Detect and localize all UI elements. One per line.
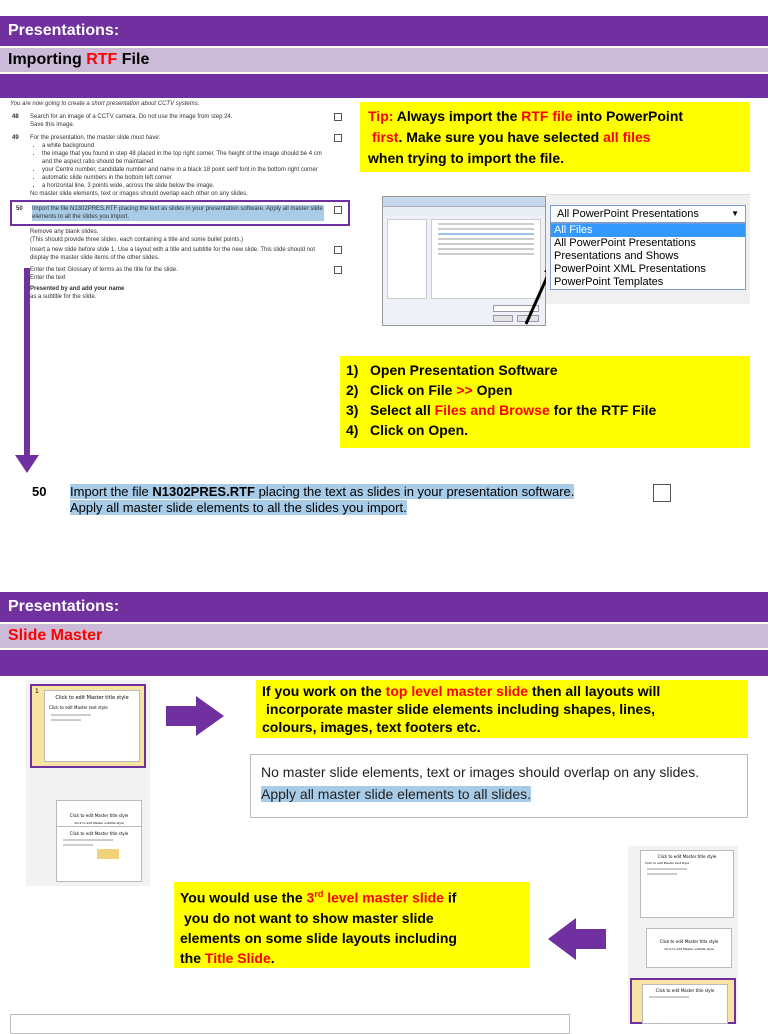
tip-label: Tip: bbox=[368, 108, 394, 124]
step-49-num: 49 bbox=[12, 135, 19, 141]
tip-text: into PowerPoint bbox=[572, 108, 684, 124]
zoom-text: placing the text as slides in your presentation software. bbox=[254, 484, 575, 499]
tip-text: Always import the bbox=[393, 108, 522, 124]
bullet-item: • automatic slide numbers in the bottom left corner bbox=[42, 174, 330, 182]
section2-header: Presentations: bbox=[0, 592, 768, 622]
step-50-num: 50 bbox=[16, 206, 23, 212]
step-48 bbox=[10, 113, 350, 131]
option-all-files[interactable]: All Files bbox=[551, 224, 745, 237]
content-layout-thumb[interactable] bbox=[56, 826, 142, 882]
doc-insert: Insert a new slide before slide 1. Use a layout with a title and subtitle for the new slide. This slide should not display the master slide items of the other slides. bbox=[30, 247, 316, 261]
master-slide-thumb[interactable] bbox=[640, 850, 734, 918]
doc-subtitle: as a subtitle for the slide. bbox=[30, 294, 97, 300]
step-2 bbox=[346, 380, 744, 400]
thumb-title: Click to edit Master title style bbox=[69, 831, 129, 836]
bullet-item: • the image that you found in step 48 placed in the top right corner. The height of the image should be 4 cm and the aspect ratio should be maintained bbox=[42, 150, 330, 166]
zoom-step-num: 50 bbox=[32, 484, 47, 499]
info1-line3: colours, images, text footers etc. bbox=[262, 719, 481, 735]
step-48-num: 48 bbox=[12, 114, 19, 120]
title-layout-thumb[interactable] bbox=[646, 928, 732, 968]
thumb-subtitle: Click to edit Master subtitle style bbox=[74, 821, 124, 825]
thumb-slide bbox=[44, 690, 140, 762]
step-49 bbox=[10, 134, 350, 198]
thumb-title: Click to edit Master title style bbox=[69, 813, 129, 818]
quote-line1: No master slide elements, text or images should overlap on any slides. bbox=[261, 764, 700, 780]
section1-subheader bbox=[0, 48, 768, 72]
tip-first: first bbox=[372, 129, 399, 145]
info2-line4 bbox=[180, 948, 524, 968]
doc-enter-text: Enter the text bbox=[30, 275, 66, 281]
step-49-text: For the presentation, the master slide must have: bbox=[30, 135, 161, 141]
thumb-title: Click to edit Master title style bbox=[655, 988, 715, 993]
tip-text: . Make sure you have selected bbox=[398, 129, 604, 145]
bullet-item: • a horizontal line, 3 points wide, across the slide below the image. bbox=[42, 182, 330, 190]
bottom-quote-box bbox=[10, 1014, 570, 1034]
steps-box bbox=[340, 356, 750, 448]
info-highlight: level master slide bbox=[323, 889, 444, 906]
info-text: . bbox=[270, 949, 275, 966]
bullet-item: • a white background bbox=[42, 142, 330, 150]
step-text-highlight: Files and Browse bbox=[434, 402, 550, 418]
step-text: Select all bbox=[370, 402, 435, 418]
option-presentations-shows[interactable]: Presentations and Shows bbox=[554, 250, 679, 262]
step-glossary bbox=[10, 266, 350, 274]
zoomed-step-50 bbox=[32, 484, 732, 516]
info-text: if bbox=[443, 889, 457, 906]
info-superscript: rd bbox=[314, 889, 324, 899]
down-arrow-icon bbox=[15, 455, 39, 473]
thumb-subtitle: Click to edit Master subtitle style bbox=[664, 947, 714, 951]
thumb-title: Click to edit Master title style bbox=[659, 939, 719, 944]
doc-remove: Remove any blank slides. bbox=[30, 229, 99, 235]
info-text: then all layouts will bbox=[528, 683, 661, 699]
tip-rtf-file: RTF file bbox=[521, 108, 573, 124]
third-level-slide-thumb[interactable] bbox=[630, 978, 736, 1024]
requirements-quote bbox=[250, 754, 748, 818]
filetype-select[interactable] bbox=[550, 205, 746, 223]
subheader-highlight: RTF bbox=[86, 51, 118, 68]
step-3 bbox=[346, 400, 744, 420]
option-all-ppt[interactable]: All PowerPoint Presentations bbox=[554, 237, 696, 249]
section2-bar bbox=[0, 650, 768, 676]
info1-line1 bbox=[262, 682, 742, 700]
info1-line2: incorporate master slide elements including shapes, lines, bbox=[266, 701, 656, 717]
thumb-title: Click to edit Master title style bbox=[55, 695, 129, 701]
zoom-filename: N1302PRES.RTF bbox=[152, 484, 255, 499]
section1-header: Presentations: bbox=[0, 16, 768, 46]
option-ppt-templates[interactable]: PowerPoint Templates bbox=[554, 276, 664, 288]
glossary-checkbox[interactable] bbox=[334, 266, 342, 274]
info-highlight: Title Slide bbox=[204, 949, 271, 966]
step-50-highlighted bbox=[10, 200, 350, 226]
section2-subheader: Slide Master bbox=[0, 624, 768, 648]
doc-presented-by: Presented by and add your name bbox=[30, 286, 125, 292]
quote-line2: Apply all master slide elements to all slides. bbox=[261, 786, 532, 802]
step-number: 3) bbox=[346, 402, 359, 418]
filetype-dropdown-panel bbox=[546, 194, 750, 304]
doc-note: (This should provide three slides, each containing a title and some bullet points.) bbox=[30, 237, 244, 243]
step-text: Click on Open. bbox=[370, 422, 469, 438]
bullet-item: • your Centre number, candidate number and name in a black 18 point serif font in the bottom right corner bbox=[42, 166, 330, 174]
step-50-checkbox[interactable] bbox=[334, 206, 342, 214]
step-text: Open Presentation Software bbox=[370, 362, 558, 378]
top-level-info-box bbox=[256, 680, 748, 738]
doc-enter-glossary: Enter the text Glossary of terms as the title for the slide. bbox=[30, 267, 178, 273]
thumb-chart bbox=[97, 849, 119, 859]
thumb-title: Click to edit Master title style bbox=[657, 854, 717, 859]
step-48-text: Search for an image of a CCTV camera. Do not use the image from step 24. bbox=[30, 114, 233, 120]
subheader-suffix: File bbox=[117, 51, 150, 68]
step-number: 1) bbox=[346, 362, 359, 378]
tip-line-3: when trying to import the file. bbox=[368, 150, 564, 166]
slide-thumbnail-panel bbox=[26, 680, 150, 886]
info-text: You would use the bbox=[180, 889, 307, 906]
step-50-text: Import the file N1302PRES.RTF placing the text as slides in your presentation software. Apply all master slide elements to all the slides you import. bbox=[32, 206, 323, 220]
step-number: 4) bbox=[346, 422, 359, 438]
third-level-info-box bbox=[174, 882, 530, 968]
tip-line-1 bbox=[368, 106, 742, 127]
step-text: Click on File bbox=[370, 382, 457, 398]
zoom-text: Apply all master slide elements to all the slides you import. bbox=[70, 500, 407, 515]
dialog-nav-pane[interactable] bbox=[387, 219, 427, 299]
step-1 bbox=[346, 360, 744, 380]
step-insert bbox=[10, 246, 350, 262]
step-text-arrows: >> bbox=[456, 382, 473, 398]
exam-document bbox=[10, 100, 350, 400]
info2-line3: elements on some slide layouts including bbox=[180, 929, 457, 946]
step-text: for the RTF File bbox=[549, 402, 657, 418]
down-arrow-shaft bbox=[24, 268, 30, 458]
info-highlight: top level master slide bbox=[385, 683, 529, 699]
right-arrow-icon bbox=[166, 696, 226, 736]
option-ppt-xml[interactable]: PowerPoint XML Presentations bbox=[554, 263, 706, 275]
step-4 bbox=[346, 420, 744, 440]
chevron-down-icon[interactable]: ▼ bbox=[731, 209, 739, 218]
tip-line-2 bbox=[368, 127, 742, 148]
thumb-text: Click to edit Master text style bbox=[49, 705, 108, 710]
step-49-tail: No master slide elements, text or images should overlap each other on any slides. bbox=[30, 191, 248, 197]
zoom-step-text bbox=[70, 484, 640, 516]
zoom-step-checkbox[interactable] bbox=[653, 484, 671, 502]
subheader-prefix: Importing bbox=[8, 51, 87, 68]
tip-all-files: all files bbox=[603, 129, 651, 145]
thumb-slide bbox=[642, 984, 728, 1024]
info-text: the bbox=[180, 949, 205, 966]
info2-line1 bbox=[180, 884, 524, 908]
dialog-open-button[interactable] bbox=[493, 315, 513, 322]
thumb-text: Click to edit Master text style bbox=[645, 861, 690, 865]
filetype-options bbox=[550, 223, 746, 290]
insert-checkbox[interactable] bbox=[334, 246, 342, 254]
tip-box bbox=[360, 102, 750, 172]
left-arrow-icon bbox=[548, 918, 608, 960]
step-text: Open bbox=[472, 382, 513, 398]
step-49-checkbox[interactable] bbox=[334, 134, 342, 142]
step-number: 2) bbox=[346, 382, 359, 398]
zoom-text: Import the file bbox=[70, 484, 153, 499]
slide-thumbnail-panel-right bbox=[628, 846, 738, 1024]
info2-line2: you do not want to show master slide bbox=[184, 909, 434, 926]
thumb-number: 1 bbox=[35, 688, 39, 695]
step-49-bullets bbox=[30, 142, 350, 190]
doc-intro: You are now going to create a short presentation about CCTV systems. bbox=[10, 101, 200, 107]
filetype-selected: All PowerPoint Presentations bbox=[557, 208, 699, 220]
step-48-checkbox[interactable] bbox=[334, 113, 342, 121]
dialog-titlebar bbox=[383, 197, 545, 207]
step-48-save: Save this image. bbox=[30, 122, 75, 128]
info-text: If you work on the bbox=[262, 683, 386, 699]
dialog-toolbar bbox=[383, 207, 545, 215]
info-highlight: 3 bbox=[306, 889, 315, 906]
section1-bar bbox=[0, 74, 768, 98]
top-master-slide-thumb[interactable] bbox=[30, 684, 146, 768]
